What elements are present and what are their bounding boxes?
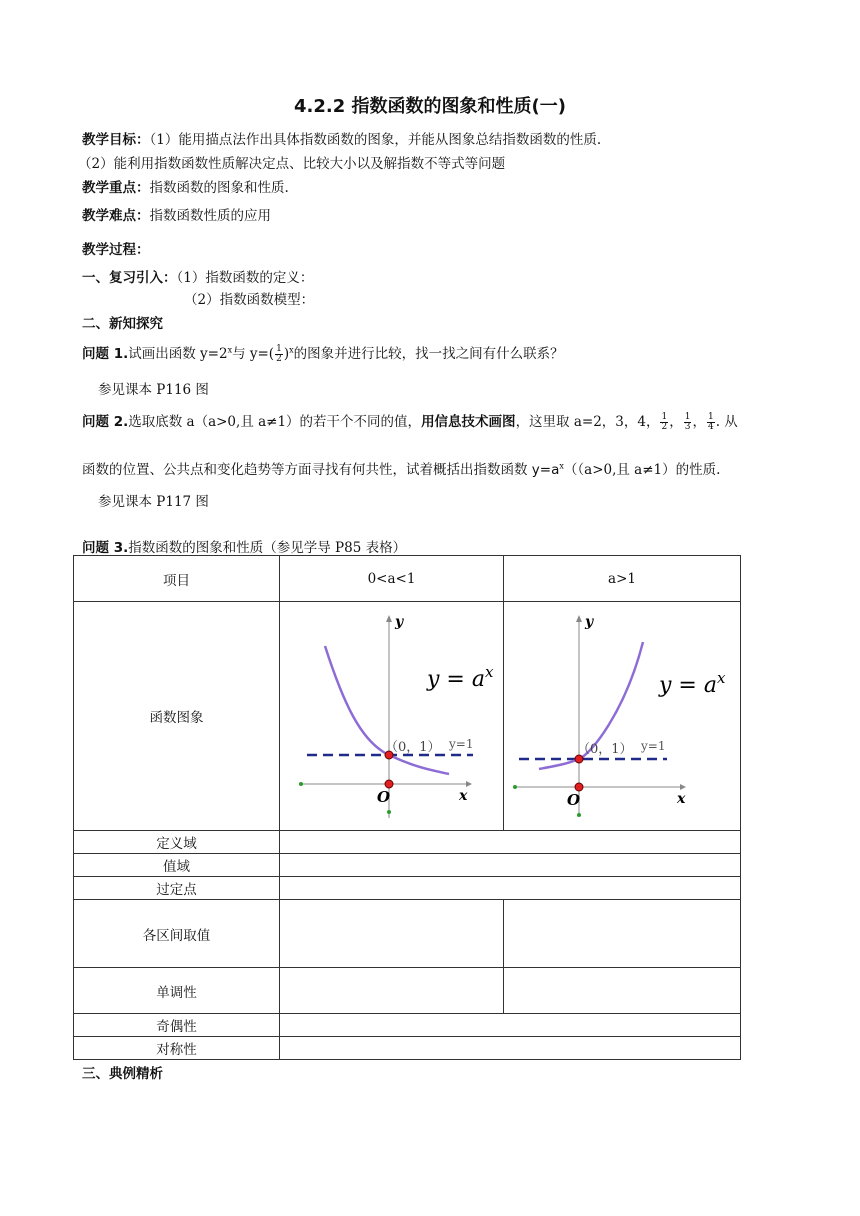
q2-fraction-3: $\frac{1}{4}$ [707,412,714,432]
row-blank [280,1037,741,1060]
goals-label: 教学目标： [82,132,150,148]
question-1 [82,342,564,364]
y-label: y [584,614,593,630]
row-label-domain: 定义域 [74,831,280,854]
table-row [74,968,741,1014]
row-label-interval-values: 各区间取值 [74,900,280,968]
q2-text-c: . 从 [715,414,738,430]
x-label: x [458,788,467,804]
table-row [74,900,741,968]
q1-text-c: ) [283,346,290,362]
header-case1: 0<a<1 [280,556,504,602]
q2-text-b: ，这里取 a=2，3，4， [515,414,660,430]
q1-text-d: 的图象并进行比较，找一找之间有什么联系？ [293,346,564,362]
q2-fraction-2: $\frac{1}{3}$ [684,412,691,432]
key-points [82,176,289,196]
q2-line2 [82,458,720,478]
graph-row-label: 函数图象 [74,602,280,831]
key-points-text: 指数函数的图象和性质. [149,180,289,196]
q2-line2-func: y=a [531,462,560,478]
row-blank [280,854,741,877]
q2-line2-b: （（a>0,且 a≠1）的性质. [563,462,721,478]
difficulty [82,204,271,224]
section1-item1: （1）指数函数的定义： [176,270,314,286]
graph-decreasing [281,602,503,826]
question-2: 问题 2.选取底数 a（a>0,且 a≠1）的若干个不同的值，用信息技术画图，这里取 a=2，3，4， $\frac{1}{2}$ ， $\frac{1}{3}$ ， $\frac{1}{4}$ . 从 [82,412,738,432]
row-label-symmetry: 对称性 [74,1037,280,1060]
goals-line1 [82,128,601,148]
line-label: y=1 [640,739,665,753]
q2-bold-text: 用信息技术画图 [421,414,516,430]
q2-label: 问题 2. [82,414,129,430]
q1-fraction: $\frac{1}{2}$ [276,344,282,364]
goals-text-1: （1）能用描点法作出具体指数函数的图象，并能从图象总结指数函数的性质. [149,132,602,148]
section1-label: 一、复习引入： [82,270,177,286]
graph-increasing-cell [504,602,741,831]
row-blank [280,1014,741,1037]
q3-text: 指数函数的图象和性质（参见学导 P85 表格） [128,540,407,556]
section3-label: 三、典例精析 [82,1066,163,1082]
x-axis-arrow-icon [680,784,686,790]
row-label-parity: 奇偶性 [74,1014,280,1037]
x-axis-endpoint [299,782,303,786]
row-blank [504,968,741,1014]
header-item: 项目 [74,556,280,602]
origin-label: O [566,791,580,809]
q1-label: 问题 1. [82,346,129,362]
q2-fraction-1: $\frac{1}{2}$ [661,412,668,432]
graph-increasing [505,602,740,826]
line-label: y=1 [448,737,473,751]
row-label-monotonicity: 单调性 [74,968,280,1014]
q1-reference: 参见课本 P116 图 [98,382,209,398]
difficulty-label: 教学难点： [82,208,150,224]
graph-decreasing-cell [280,602,504,831]
q1-text-a: 试画出函数 y=2 [128,346,228,362]
point-label: （0，1） [576,742,633,757]
section1-item2: （2）指数函数模型： [184,292,315,308]
x-label: x [676,791,685,807]
y-axis-arrow-icon [576,615,582,622]
section1 [82,266,313,286]
table-row [74,831,741,854]
q1-sup-c: x [289,345,294,355]
y-axis-endpoint [577,813,581,817]
header-case2: a>1 [504,556,741,602]
table-header-row [74,556,741,602]
page-title: 4.2.2 指数函数的图象和性质(一) [294,96,566,117]
q2-reference: 参见课本 P117 图 [98,494,209,510]
x-axis-arrow-icon [466,781,472,787]
row-blank [504,900,741,968]
func-label: $y = a^x$ [426,663,493,692]
section2-label: 二、新知探究 [82,316,163,332]
row-label-fixed-point: 过定点 [74,877,280,900]
goals-text-2: （2）能利用指数函数性质解决定点、比较大小以及解指数不等式等问题 [78,156,506,172]
q1-text-b: 与 y=( [232,346,275,362]
row-label-range: 值域 [74,854,280,877]
q2-text-a: 选取底数 a（a>0,且 a≠1）的若干个不同的值， [128,414,422,430]
table-row [74,854,741,877]
point-label: （0，1） [384,740,441,755]
table-row [74,877,741,900]
origin-point [385,780,393,788]
func-label: $y = a^x$ [658,669,725,698]
row-blank [280,831,741,854]
table-row-graph [74,602,741,831]
y-axis-endpoint [387,810,391,814]
q2-line2-a: 函数的位置、公共点和变化趋势等方面寻找有何共性，试着概括出指数函数 [82,462,532,478]
process-label: 教学过程： [82,242,150,258]
x-axis-endpoint [513,785,517,789]
table-row [74,1037,741,1060]
y-label: y [394,614,403,630]
properties-table [73,555,741,1060]
row-blank [280,968,504,1014]
q2-line2-sup: x [559,461,564,471]
q3-label: 问题 3. [82,540,129,556]
y-axis-arrow-icon [386,615,392,622]
origin-point [575,783,583,791]
difficulty-text: 指数函数性质的应用 [149,208,271,224]
row-blank [280,900,504,968]
key-points-label: 教学重点： [82,180,150,196]
row-blank [280,877,741,900]
table-row [74,1014,741,1037]
origin-label: O [376,788,390,806]
question-3 [82,536,406,556]
q1-sup-a: x [227,345,233,355]
